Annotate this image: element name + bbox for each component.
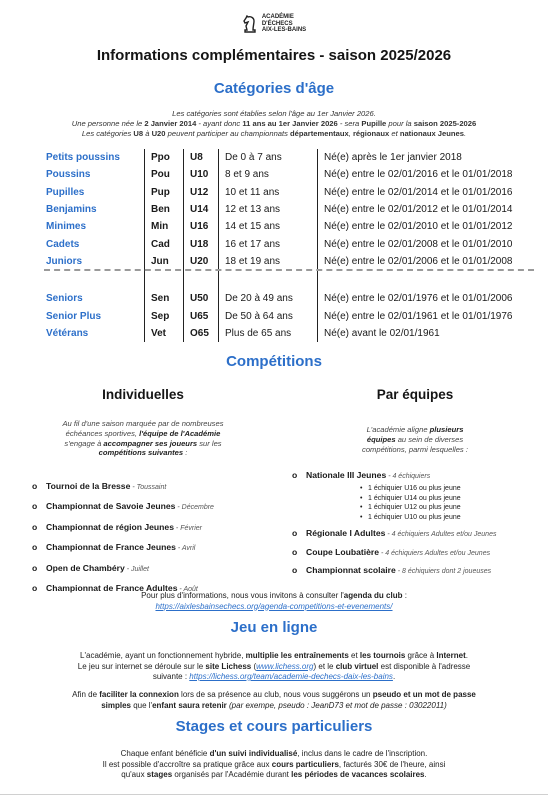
team-desc-2b: au sein de diverses: [395, 434, 464, 444]
online-p4b: faciliter la connexion: [99, 690, 179, 699]
academy-logo: [242, 14, 306, 34]
team-desc-1b: plusieurs: [429, 425, 464, 434]
table-gap: [40, 270, 518, 290]
comp-note: - 4 échiquiers Adultes et/ou Jeunes: [379, 549, 491, 557]
online-p3a: suivante :: [152, 672, 190, 681]
cat-abbr: Ppo: [145, 149, 184, 166]
online-paragraph-2: [0, 690, 548, 711]
online-p5d: (par exempe, pseudo : JeanD73 et mot de passe : 03022011): [226, 700, 447, 710]
sub-item: • 1 échiquier U14 ou plus jeune: [360, 494, 496, 504]
comp-name: Open de Chambéry: [46, 562, 125, 573]
comp-note: - Février: [173, 524, 202, 532]
online-p1b: multiplie les entraînements: [245, 651, 349, 660]
intro-l3k: .: [463, 129, 467, 138]
online-p5c: enfant saura retenir: [152, 700, 227, 710]
cat-name: Petits poussins: [46, 152, 120, 164]
cat-name: Seniors: [46, 293, 83, 305]
team-desc-2a: équipes: [366, 434, 396, 444]
cat-u: U18: [184, 235, 219, 252]
list-item: [292, 469, 496, 522]
online-p2e: ) et le: [313, 661, 336, 671]
intro-l2b: 2 Janvier 2014: [144, 119, 197, 128]
cat-born: Né(e) avant le 02/01/1961: [318, 325, 519, 342]
table-row: [40, 290, 518, 307]
individual-list: [32, 477, 214, 599]
online-p3c: .: [392, 672, 396, 681]
comp-note: - Toussaint: [130, 484, 167, 491]
cat-age: 14 et 15 ans: [219, 218, 318, 235]
intro-l2a: Une personne née le: [71, 119, 145, 128]
cat-u: U10: [184, 166, 219, 183]
comp-note: - 4 échiquiers Adultes et/ou Jeunes: [385, 531, 497, 538]
online-p2c: (: [251, 661, 257, 671]
individual-description: [28, 419, 258, 458]
cat-born: Né(e) entre le 02/01/2010 et le 01/01/2012: [318, 218, 519, 235]
lessons-p2a: Il est possible d'accroître sa pratique grâce aux: [102, 759, 272, 769]
lessons-p3d: les périodes de vacances scolaires: [291, 770, 425, 779]
cat-age: De 20 à 49 ans: [219, 290, 318, 307]
comp-name: Coupe Loubatière: [306, 546, 380, 557]
list-item: [32, 497, 214, 517]
cat-born: Né(e) entre le 02/01/2006 et le 01/01/2008: [318, 253, 519, 270]
list-item: [32, 538, 214, 558]
indiv-desc-4: compétitions suivantes: [98, 448, 184, 458]
intro-l2c: - ayant donc: [196, 119, 243, 128]
team-list: [292, 469, 496, 581]
sub-item: • 1 échiquier U16 ou plus jeune: [360, 484, 496, 494]
online-p2b: site Lichess: [205, 661, 252, 671]
comp-name: Championnat de Savoie Jeunes: [46, 501, 176, 512]
knight-icon: [242, 15, 258, 33]
page-bottom-border: [0, 794, 548, 795]
sub-item: • 1 échiquier U12 ou plus jeune: [360, 503, 496, 513]
cat-u: O65: [184, 325, 219, 342]
table-row: [40, 235, 518, 252]
indiv-desc-1: Au fil d'une saison marquée par de nombreuses: [62, 419, 224, 428]
sub-item: • 1 échiquier U10 ou plus jeune: [360, 513, 496, 523]
online-p2f: club virtuel: [335, 661, 379, 671]
individual-title: Individuelles: [102, 387, 184, 402]
intro-l2d: 11 ans au 1er Janvier 2026: [242, 119, 338, 128]
cat-abbr: Jun: [145, 253, 184, 270]
online-p5a: simples: [101, 700, 131, 710]
online-p1f: Internet: [436, 651, 466, 660]
header: [0, 14, 548, 38]
cat-abbr: Cad: [145, 235, 184, 252]
cat-age: Plus de 65 ans: [219, 325, 318, 342]
cat-abbr: Pou: [145, 166, 184, 183]
n3-sub-list: [360, 484, 496, 522]
cat-u: U65: [184, 307, 219, 324]
comp-name: Championnat de France Adultes: [46, 583, 178, 594]
cat-name: Pupilles: [46, 186, 85, 198]
table-row: [40, 201, 518, 218]
indiv-desc-2: échéances sportives,: [65, 428, 140, 438]
cat-u: U12: [184, 184, 219, 201]
indiv-desc-3a: s'engage à: [64, 438, 104, 448]
table-row: [40, 325, 518, 342]
comp-note: - 4 échiquiers: [386, 473, 431, 480]
cat-born: Né(e) entre le 02/01/1976 et le 01/01/2006: [318, 290, 519, 307]
cat-name: Cadets: [46, 238, 80, 250]
lessons-p2c: , facturés 30€ de l'heure, ainsi: [338, 759, 446, 769]
comp-name: Championnat de région Jeunes: [46, 521, 174, 532]
cat-age: 8 et 9 ans: [219, 166, 318, 183]
cat-u: U8: [184, 149, 219, 166]
cat-age: 16 et 17 ans: [219, 235, 318, 252]
intro-l3c: à: [143, 129, 152, 138]
comp-name: Championnat scolaire: [306, 565, 396, 575]
list-item: [292, 525, 496, 544]
indiv-desc-3b: accompagner ses joueurs: [103, 438, 198, 448]
table-row: [40, 253, 518, 270]
lichess-team-link[interactable]: https://lichess.org/team/academie-dechecs-daix-les-bains: [189, 672, 393, 681]
lessons-p3e: .: [424, 770, 427, 779]
team-title: Par équipes: [376, 387, 454, 402]
cat-name: Benjamins: [46, 204, 97, 216]
intro-l3d: U20: [151, 129, 166, 138]
lichess-link[interactable]: www.lichess.org: [256, 661, 314, 671]
intro-l2e: - sera: [337, 119, 362, 128]
list-item: [32, 477, 214, 497]
competitions-heading: Compétitions: [226, 353, 322, 370]
cat-name: Senior Plus: [46, 310, 102, 322]
comp-note: - Août: [177, 586, 198, 594]
cat-abbr: Sen: [145, 290, 184, 307]
online-p4c: lors de sa présence au club, nous vous suggérons un: [178, 690, 373, 699]
lessons-p1a: Chaque enfant bénéficie: [120, 749, 210, 758]
comp-name: Championnat de France Jeunes: [46, 542, 176, 553]
intro-l3h: régionaux: [352, 129, 390, 138]
page-title: Informations complémentaires - saison 2025/2026: [96, 47, 452, 64]
online-p2g: est disponible à l'adresse: [378, 661, 471, 671]
online-paragraph-1: [0, 651, 548, 683]
lessons-p3b: stages: [146, 770, 173, 779]
agenda-paragraph: [0, 591, 548, 612]
cat-born: Né(e) après le 1er janvier 2018: [318, 149, 519, 166]
cat-born: Né(e) entre le 02/01/1961 et le 01/01/1976: [318, 307, 519, 324]
lessons-p1c: , inclus dans le cadre de l'inscription.: [297, 749, 428, 758]
table-row: [40, 166, 518, 183]
cat-born: Né(e) entre le 02/01/2012 et le 01/01/2014: [318, 201, 519, 218]
online-p5b: que l': [130, 700, 153, 710]
lessons-p1b: d'un suivi individualisé: [209, 749, 298, 758]
agenda-text-b: agenda du club: [343, 591, 403, 600]
table-row: [40, 218, 518, 235]
indiv-desc-2b: l'équipe de l'Académie: [139, 428, 221, 438]
intro-line-1: Les catégories sont établies selon l'âge au 1er Janvier 2026.: [172, 109, 376, 118]
online-p1g: .: [465, 651, 468, 660]
table-row: [40, 307, 518, 324]
cat-born: Né(e) entre le 02/01/2008 et le 01/01/2010: [318, 235, 519, 252]
cat-name: Poussins: [46, 169, 91, 181]
online-p1a: L'académie, ayant un fonctionnement hybride,: [80, 651, 246, 660]
intro-l2f: Pupille: [361, 119, 387, 128]
categories-heading: Catégories d'âge: [213, 80, 335, 97]
cat-abbr: Ben: [145, 201, 184, 218]
cat-born: Né(e) entre le 02/01/2014 et le 01/01/2016: [318, 184, 519, 201]
cat-u: U14: [184, 201, 219, 218]
logo-line-2: D'ÉCHECS: [261, 20, 293, 27]
cat-abbr: Min: [145, 218, 184, 235]
cat-age: De 50 à 64 ans: [219, 307, 318, 324]
online-p1c: et: [348, 651, 360, 660]
intro-l3g: ,: [348, 129, 353, 138]
list-item: [32, 518, 214, 538]
table-divider: [44, 269, 534, 271]
intro-l3i: et: [389, 129, 400, 138]
cat-u: U20: [184, 253, 219, 270]
online-p4d: pseudo et un mot de passe: [372, 690, 476, 699]
table-row: [40, 184, 518, 201]
intro-l3f: départementaux: [290, 129, 349, 138]
intro-l3a: Les catégories: [81, 129, 134, 138]
cat-abbr: Pup: [145, 184, 184, 201]
cat-u: U50: [184, 290, 219, 307]
cat-age: De 0 à 7 ans: [219, 149, 318, 166]
comp-note: - Juillet: [124, 565, 149, 573]
table-row: [40, 149, 518, 166]
categories-intro: [0, 109, 548, 139]
cat-name: Vétérans: [46, 327, 89, 339]
intro-l2h: saison 2025-2026: [413, 119, 477, 128]
comp-name: Nationale III Jeunes: [306, 470, 387, 480]
cat-age: 10 et 11 ans: [219, 184, 318, 201]
intro-l3b: U8: [133, 129, 144, 138]
team-description: [300, 425, 530, 454]
indiv-desc-4b: :: [183, 448, 188, 458]
list-item: [292, 544, 496, 563]
team-desc-1a: L'académie aligne: [366, 425, 430, 434]
cat-u: U16: [184, 218, 219, 235]
intro-l2g: pour la: [386, 119, 414, 128]
cat-abbr: Vet: [145, 325, 184, 342]
list-item: [292, 562, 496, 581]
comp-note: - 8 échiquiers dont 2 joueuses: [395, 568, 492, 575]
intro-l3j: nationaux Jeunes: [399, 129, 464, 138]
agenda-text-c: :: [402, 591, 407, 600]
logo-line-1: ACADÉMIE: [261, 14, 294, 20]
cat-born: Né(e) entre le 02/01/2016 et le 01/01/2018: [318, 166, 519, 183]
cat-age: 12 et 13 ans: [219, 201, 318, 218]
cat-age: 18 et 19 ans: [219, 253, 318, 270]
team-desc-3: compétitions, parmi lesquelles :: [362, 444, 468, 454]
comp-note: - Décembre: [175, 504, 214, 512]
lessons-heading: Stages et cours particuliers: [175, 718, 373, 735]
comp-note: - Avril: [175, 545, 196, 553]
online-heading: Jeu en ligne: [230, 619, 318, 636]
online-p1d: les tournois: [359, 651, 406, 660]
comp-name: Tournoi de la Bresse: [46, 481, 131, 491]
cat-abbr: Sep: [145, 307, 184, 324]
lessons-p3c: organisés par l'Académie durant: [172, 770, 292, 779]
comp-name: Régionale I Adultes: [306, 528, 386, 538]
online-p2a: Le jeu sur internet se déroule sur le: [77, 661, 206, 671]
lessons-p3a: qu'aux: [121, 770, 147, 779]
intro-l3e: peuvent participer au championnats: [165, 129, 291, 138]
logo-line-3: AIX-LES-BAINS: [261, 27, 307, 33]
cat-name: Minimes: [46, 221, 87, 233]
indiv-desc-3c: sur les: [197, 438, 222, 448]
online-p1e: grâce à: [405, 651, 437, 660]
lessons-paragraph: [0, 749, 548, 781]
agenda-link[interactable]: https://aixlesbainsechecs.org/agenda-competitions-et-evenements/: [155, 601, 393, 611]
list-item: [32, 559, 214, 579]
categories-table: [40, 149, 518, 342]
agenda-text-a: Pour plus d'informations, nous vous invitons à consulter l': [141, 591, 344, 600]
cat-name: Juniors: [46, 255, 83, 267]
lessons-p2b: cours particuliers: [271, 759, 339, 769]
online-p4a: Afin de: [72, 690, 100, 699]
